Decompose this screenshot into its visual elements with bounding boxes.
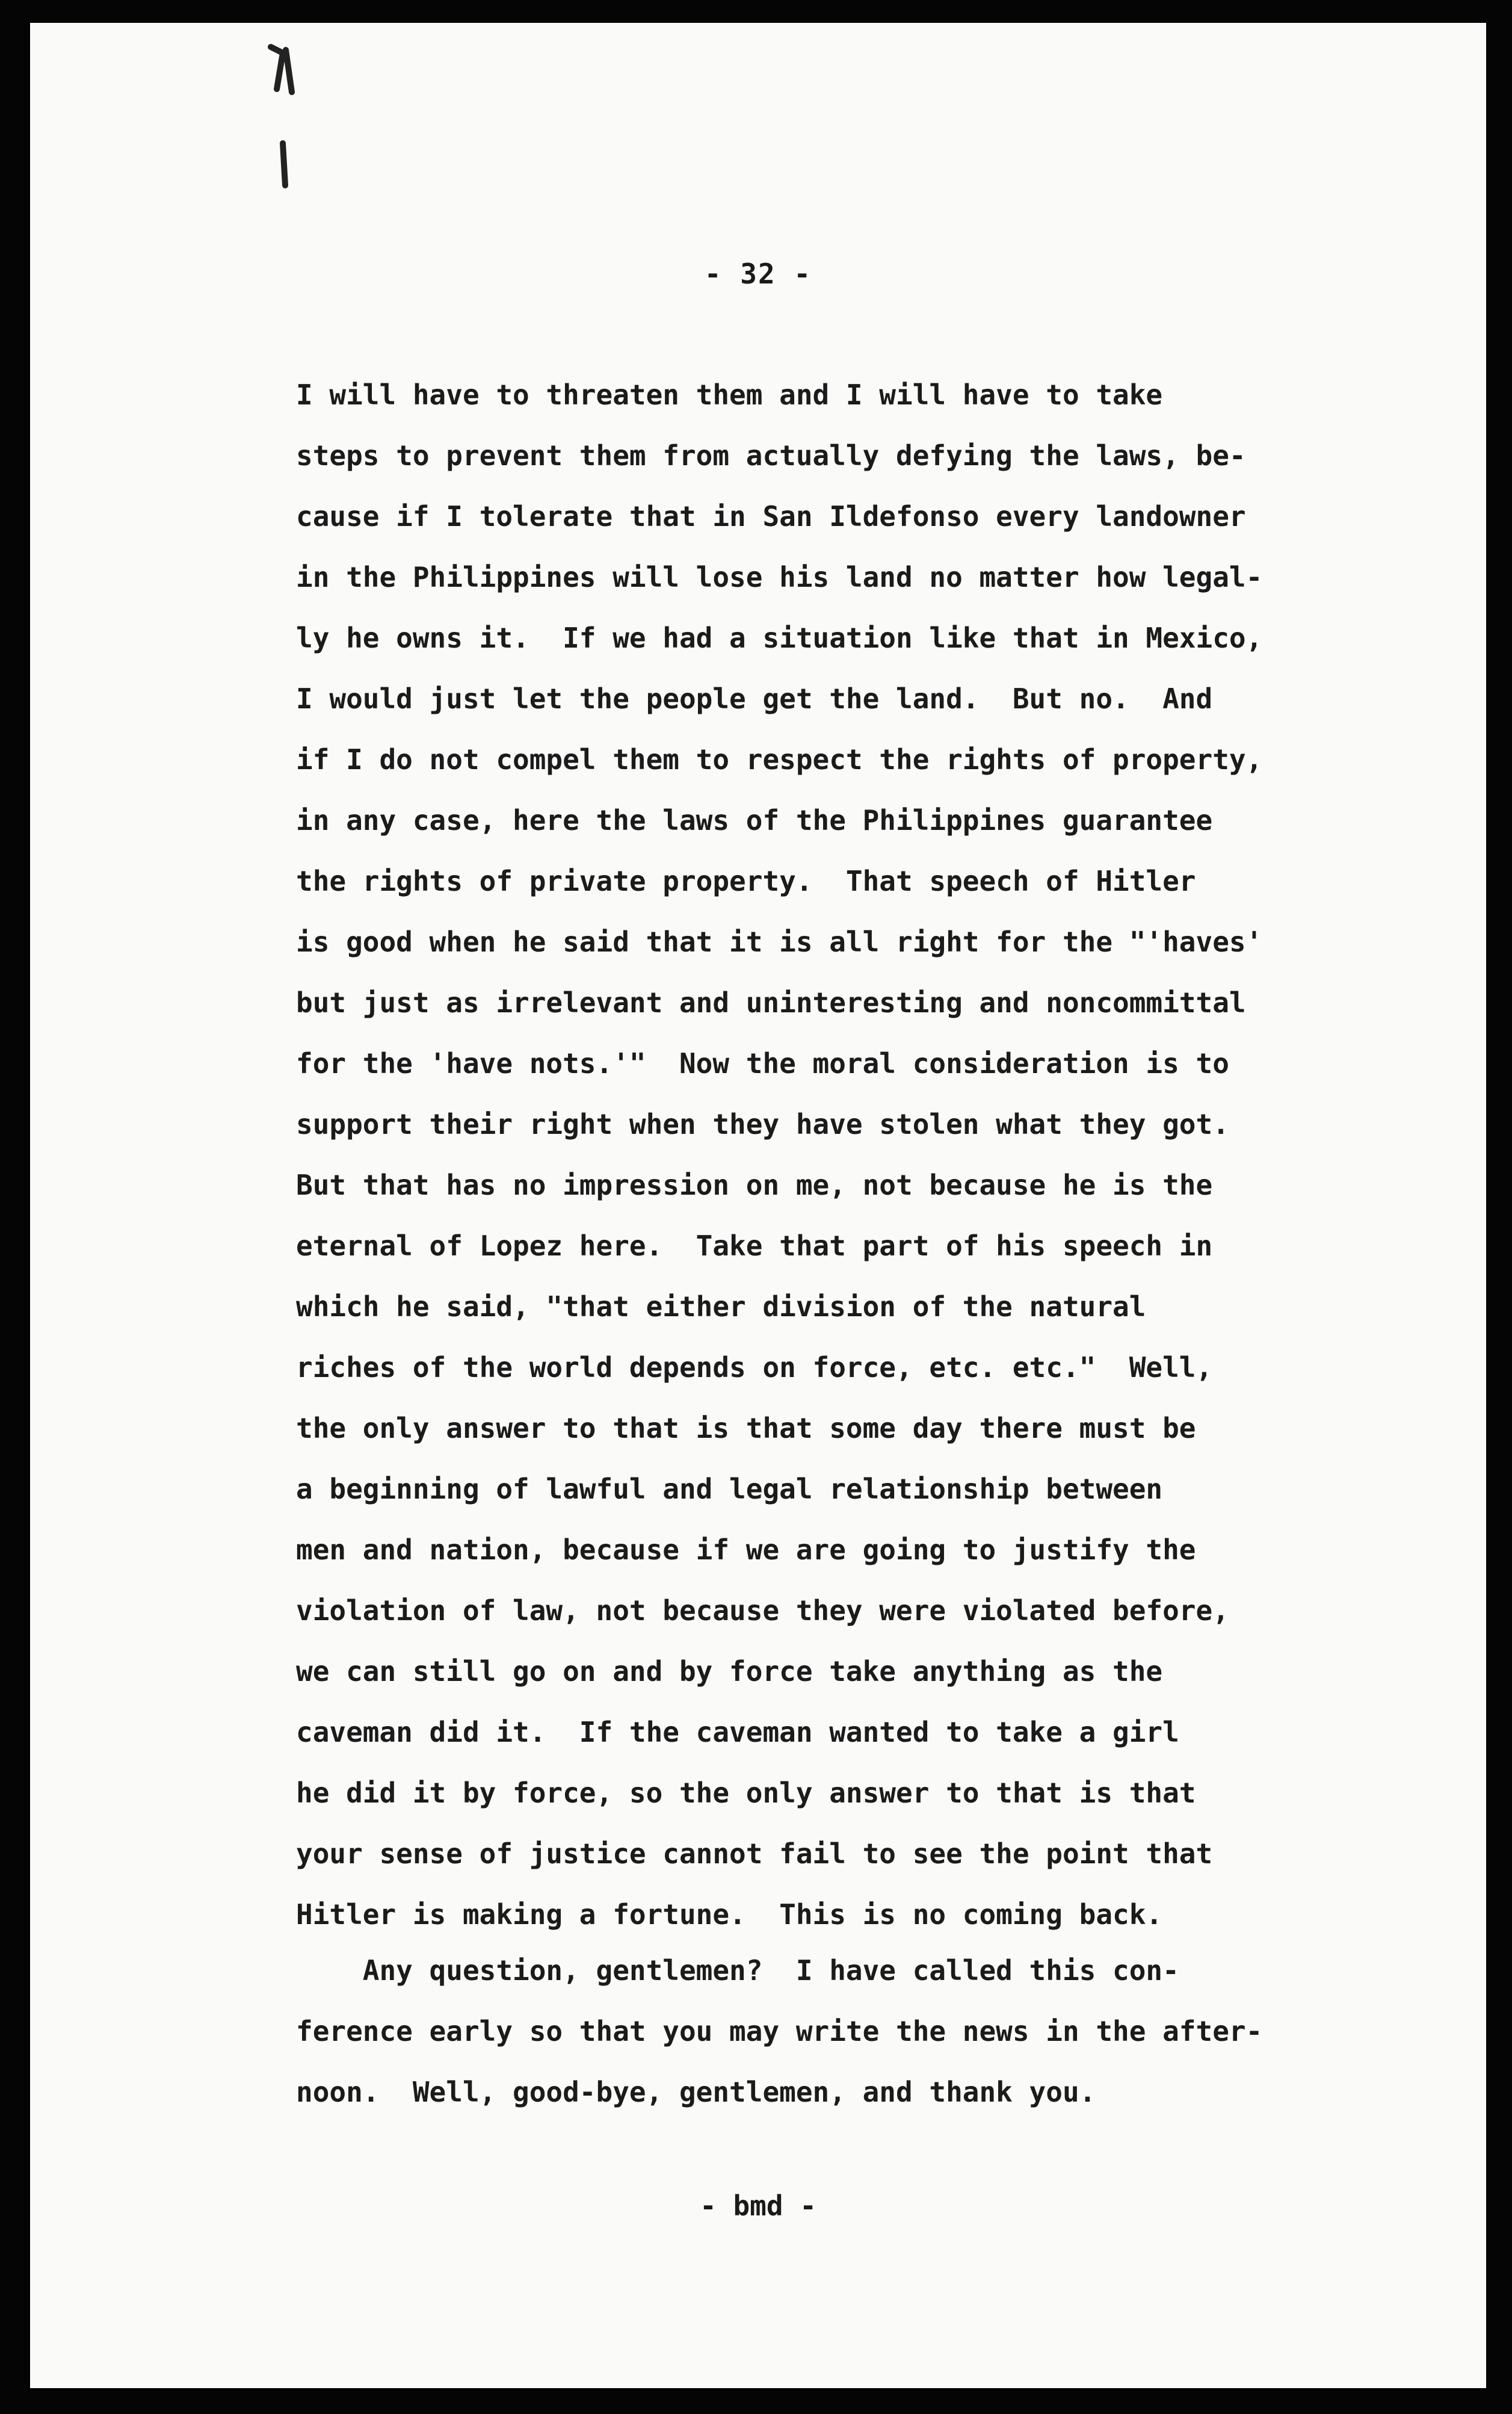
handwritten-mark-icon (259, 35, 307, 191)
text-line: Any question, gentlemen? I have called this con- (296, 1954, 1179, 1987)
text-line: a beginning of lawful and legal relationship between (296, 1473, 1163, 1505)
text-line: if I do not compel them to respect the rights of property, (296, 743, 1263, 776)
body-paragraph-2 (296, 1940, 1439, 2123)
text-line: But that has no impression on me, not because he is the (296, 1169, 1213, 1201)
text-line: your sense of justice cannot fail to see the point that (296, 1837, 1213, 1870)
text-line: cause if I tolerate that in San Ildefonso every landowner (296, 500, 1246, 533)
text-line: for the 'have nots.'" Now the moral consideration is to (296, 1047, 1229, 1080)
text-line: support their right when they have stolen what they got. (296, 1108, 1229, 1140)
text-line: noon. Well, good-bye, gentlemen, and thank you. (296, 2076, 1096, 2108)
text-line: ference early so that you may write the news in the after- (296, 2015, 1263, 2047)
text-line: he did it by force, so the only answer to that is that (296, 1777, 1196, 1809)
text-line: ly he owns it. If we had a situation like that in Mexico, (296, 622, 1263, 654)
text-line: is good when he said that it is all right for the "'haves' (296, 926, 1263, 958)
text-line: which he said, "that either division of the natural (296, 1290, 1146, 1323)
text-line: caveman did it. If the caveman wanted to take a girl (296, 1716, 1179, 1748)
text-line: eternal of Lopez here. Take that part of his speech in (296, 1230, 1213, 1262)
text-line: in any case, here the laws of the Philippines guarantee (296, 804, 1213, 837)
typist-initials: - bmd - (700, 2190, 816, 2222)
text-line: riches of the world depends on force, etc. etc." Well, (296, 1351, 1213, 1384)
text-line: steps to prevent them from actually defying the laws, be- (296, 439, 1246, 472)
page-number: - 32 - (704, 258, 812, 290)
text-line: violation of law, not because they were violated before, (296, 1594, 1229, 1627)
text-line: but just as irrelevant and uninteresting and noncommittal (296, 986, 1246, 1019)
text-line: I would just let the people get the land. But no. And (296, 682, 1213, 715)
text-line: I will have to threaten them and I will have to take (296, 379, 1163, 411)
document-page (30, 23, 1486, 2388)
text-line: Hitler is making a fortune. This is no coming back. (296, 1898, 1163, 1931)
text-line: men and nation, because if we are going to justify the (296, 1534, 1196, 1566)
body-paragraph-1 (296, 365, 1415, 1945)
text-line: the only answer to that is that some day there must be (296, 1412, 1196, 1444)
text-line: we can still go on and by force take anything as the (296, 1655, 1163, 1688)
text-line: the rights of private property. That speech of Hitler (296, 865, 1196, 897)
text-line: in the Philippines will lose his land no matter how legal- (296, 561, 1263, 593)
